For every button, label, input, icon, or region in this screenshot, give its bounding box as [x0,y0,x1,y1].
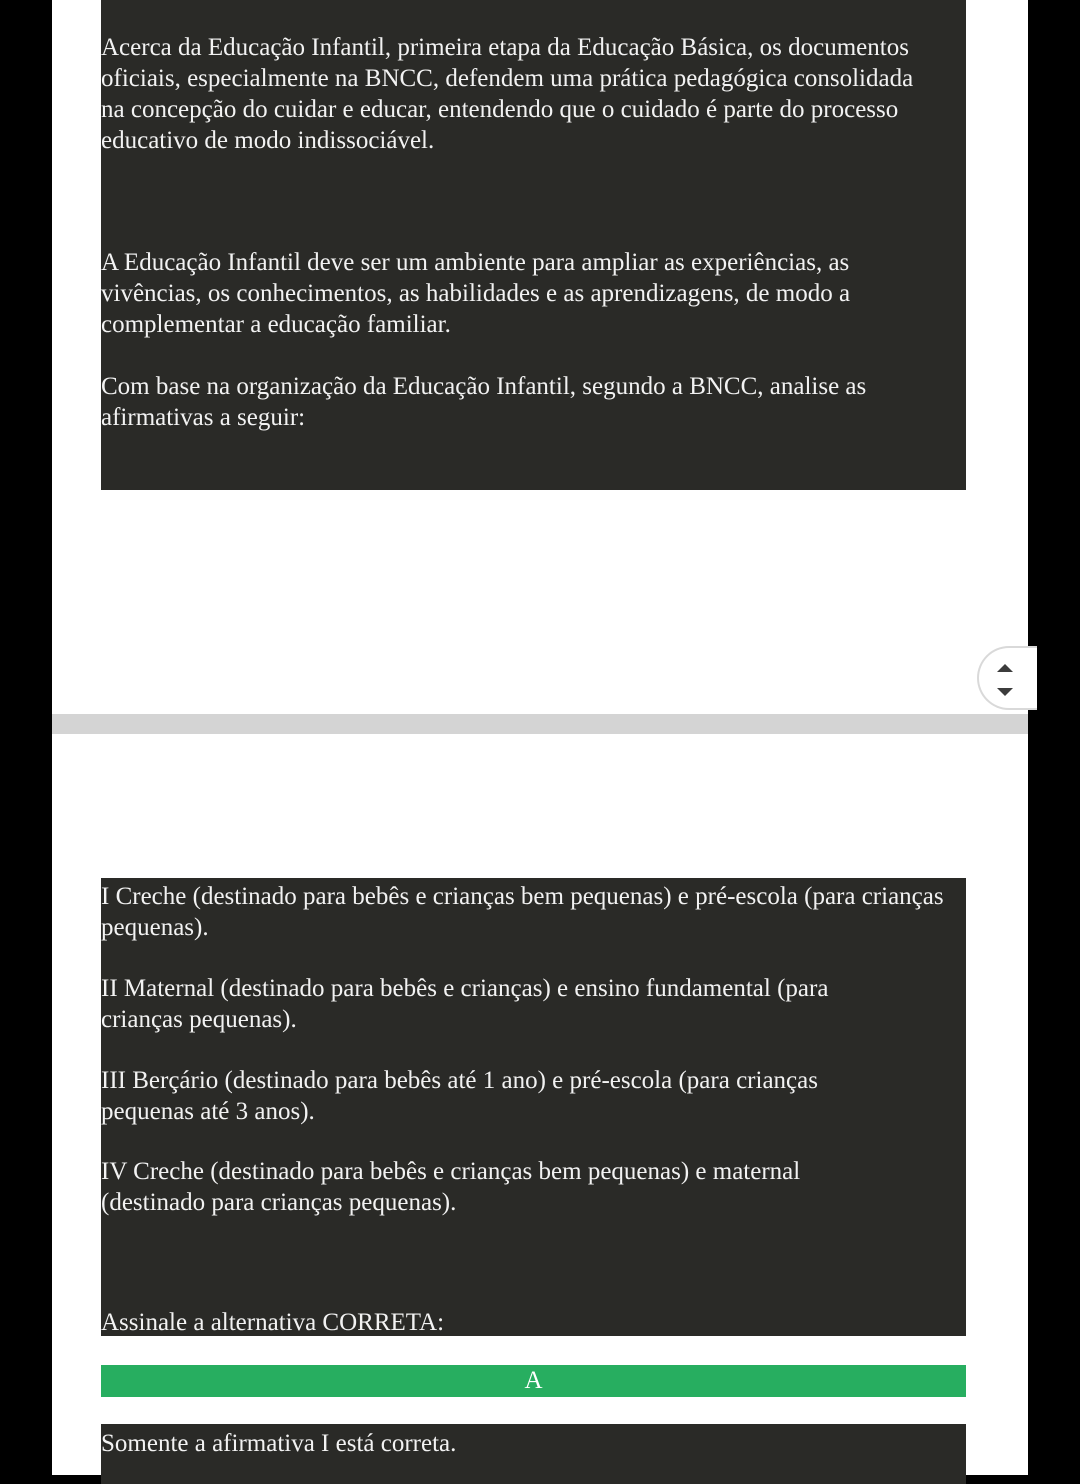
statements-panel [101,878,966,1336]
intro-paragraph-3: Com base na organização da Educação Infantil, segundo a BNCC, analise as afirmativas a seguir: [101,373,867,431]
option-letter: A [524,1367,543,1394]
intro-paragraph-2: A Educação Infantil deve ser um ambiente para ampliar as experiências, as vivências, os conhecimentos, as habilidades e as aprendizagens, de modo a complementar a educação familiar. [101,249,851,338]
statement-4: IV Creche (destinado para bebês e crianças bem pequenas) e maternal (destinado para crianças pequenas). [101,1158,801,1216]
section-divider [52,714,1028,734]
intro-paragraph-1: Acerca da Educação Infantil, primeira etapa da Educação Básica, os documentos oficiais, especialmente na BNCC, defendem uma prática pedagógica consolidada na concepção do cuidar e educar, entendendo que o cuidado é parte do processo educativo de modo indissociável. [101,34,914,154]
answer-prompt: Assinale a alternativa CORRETA: [101,1309,445,1336]
question-intro-panel [101,0,966,490]
option-a-text: Somente a afirmativa I está correta. [101,1430,457,1457]
option-a-text-panel[interactable] [101,1424,966,1484]
statement-1: I Creche (destinado para bebês e crianças bem pequenas) e pré-escola (para crianças pequenas). [101,883,944,941]
statement-3: III Berçário (destinado para bebês até 1 ano) e pré-escola (para crianças pequenas até 3 anos). [101,1067,818,1125]
triangle-down-icon[interactable] [997,688,1013,696]
statement-2: II Maternal (destinado para bebês e crianças) e ensino fundamental (para crianças pequenas). [101,975,829,1033]
option-a-button[interactable] [101,1365,966,1397]
triangle-up-icon[interactable] [997,664,1013,672]
question-page [52,0,1028,1475]
scroll-control[interactable] [977,646,1037,710]
